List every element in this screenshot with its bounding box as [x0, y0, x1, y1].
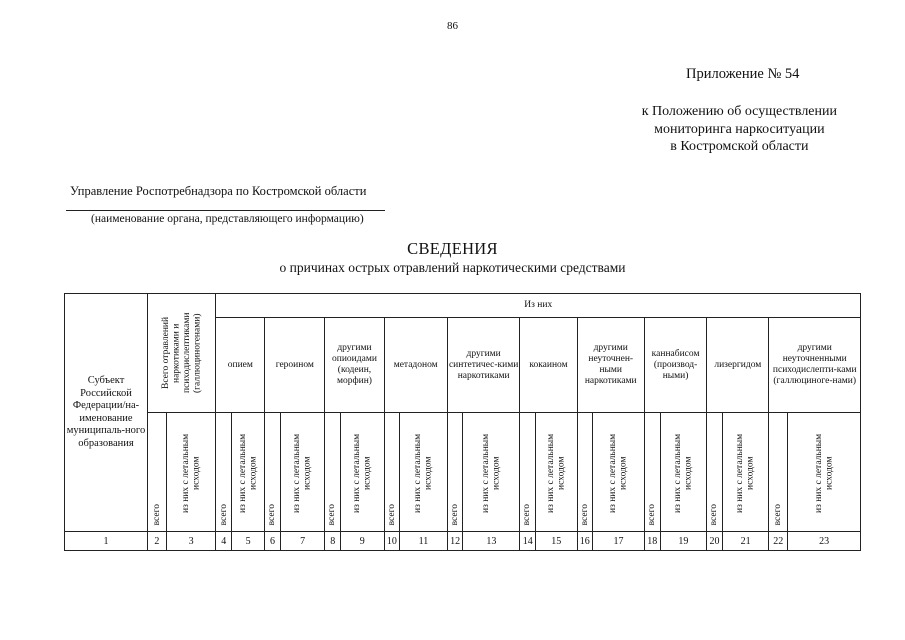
- sub-header-fatal-text: из них с летальным исходом: [412, 433, 434, 513]
- sub-header-all: [325, 413, 341, 532]
- substance-header-methadone: метадоном: [384, 318, 447, 413]
- column-number: 13: [463, 532, 520, 551]
- sub-header-fatal-text: из них с летальным исходом: [545, 433, 567, 513]
- sub-header-fatal-text: из них с летальным исходом: [292, 433, 313, 513]
- column-number: 20: [707, 532, 723, 551]
- sub-header-all: [384, 413, 400, 532]
- sub-header-all-text: всего: [151, 503, 162, 525]
- column-number: 10: [384, 532, 400, 551]
- substance-header-cocaine: кокаином: [520, 318, 577, 413]
- sub-header-all-text: всего: [386, 503, 397, 525]
- sub-header-fatal: [722, 413, 769, 532]
- appendix-reference-line: к Положению об осуществлении: [641, 104, 837, 119]
- total-column-header-text: Всего отравлений наркотиками и психодислептиками (галлюциногенами): [160, 312, 203, 394]
- column-number: 19: [660, 532, 707, 551]
- substance-header-cannabis: каннабисом (производ-ными): [644, 318, 706, 413]
- substance-header-opium: опием: [216, 318, 265, 413]
- organization-underline: [66, 210, 385, 211]
- sub-header-all: [707, 413, 723, 532]
- column-number: 5: [232, 532, 265, 551]
- sub-header-all-text: всего: [646, 503, 657, 525]
- substance-header-other-unspecified: другими неуточнен-ными наркотиками: [577, 318, 644, 413]
- sub-header-all: [577, 413, 593, 532]
- sub-header-fatal-text: из них с летальным исходом: [480, 433, 502, 513]
- sub-header-all: [216, 413, 232, 532]
- poisoning-report-table: [64, 293, 861, 551]
- sub-header-fatal: [660, 413, 707, 532]
- appendix-reference-line: мониторинга наркоситуации: [654, 121, 825, 137]
- column-number: 15: [536, 532, 578, 551]
- sub-header-all-text: всего: [449, 503, 460, 525]
- sub-header-all: [265, 413, 281, 532]
- substance-header-lysergide: лизергидом: [707, 318, 769, 413]
- sub-header-all-text: всего: [218, 503, 229, 525]
- column-number: 8: [325, 532, 341, 551]
- column-number: 21: [722, 532, 769, 551]
- column-number: 9: [340, 532, 384, 551]
- sub-header-fatal: [593, 413, 645, 532]
- sub-header-fatal: [463, 413, 520, 532]
- sub-header-all: [769, 413, 788, 532]
- sub-header-all-text: всего: [267, 503, 278, 525]
- sub-header-fatal: [280, 413, 325, 532]
- sub-header-fatal: [232, 413, 265, 532]
- sub-header-all-text: всего: [327, 503, 338, 525]
- column-number: 11: [400, 532, 448, 551]
- column-number: 6: [265, 532, 281, 551]
- column-number: 3: [166, 532, 216, 551]
- substance-header-other-opioids: другими опиоидами (кодеин, морфин): [325, 318, 384, 413]
- document-title: СВЕДЕНИЯ: [407, 239, 498, 258]
- substance-header-other-synthetic: другими синтетичес-кими наркотиками: [447, 318, 520, 413]
- sub-header-all: [520, 413, 536, 532]
- sub-header-fatal-text: из них с летальным исходом: [813, 433, 835, 513]
- sub-header-fatal-text: из них с летальным исходом: [735, 433, 756, 513]
- sub-header-all-text: всего: [522, 503, 533, 525]
- sub-header-fatal-text: из них с летальным исходом: [351, 433, 373, 513]
- organization-caption: (наименование органа, представляющего информацию): [91, 213, 364, 225]
- sub-header-all-text: всего: [773, 503, 784, 525]
- sub-header-all: [447, 413, 463, 532]
- sub-header-fatal-text: из них с летальным исходом: [608, 433, 629, 513]
- sub-header-fatal: [340, 413, 384, 532]
- organization-name: Управление Роспотребнадзора по Костромской области: [70, 184, 367, 198]
- sub-header-all-text: всего: [579, 503, 590, 525]
- sub-header-fatal: [166, 413, 216, 532]
- total-column-header: [148, 294, 216, 413]
- sub-header-all-text: всего: [709, 503, 720, 525]
- page-number: 86: [447, 20, 458, 32]
- column-number: 18: [644, 532, 660, 551]
- sub-header-fatal-text: из них с летальным исходом: [180, 433, 202, 513]
- substance-header-other-psychodysleptics: другими неуточненными психодислепти-ками (галлюциноге-нами): [769, 318, 861, 413]
- column-number: 14: [520, 532, 536, 551]
- subject-column-header: Субъект Российской Федерации/на-именование муниципаль-ного образования: [65, 294, 148, 532]
- column-number: 17: [593, 532, 645, 551]
- appendix-reference: [642, 103, 837, 156]
- sub-header-all: [644, 413, 660, 532]
- column-number: 16: [577, 532, 593, 551]
- column-number: 1: [65, 532, 148, 551]
- sub-header-all: [148, 413, 167, 532]
- column-number: 23: [788, 532, 861, 551]
- appendix-title: Приложение № 54: [686, 66, 800, 82]
- of-them-header: Из них: [216, 294, 861, 318]
- sub-header-fatal: [400, 413, 448, 532]
- sub-header-fatal-text: из них с летальным исходом: [672, 433, 694, 513]
- document-subtitle: о причинах острых отравлений наркотическими средствами: [279, 260, 626, 275]
- sub-header-fatal: [536, 413, 578, 532]
- column-number: 12: [447, 532, 463, 551]
- column-number: 4: [216, 532, 232, 551]
- column-number: 22: [769, 532, 788, 551]
- substance-header-heroin: героином: [265, 318, 325, 413]
- sub-header-fatal: [788, 413, 861, 532]
- appendix-reference-line: в Костромской области: [670, 139, 809, 154]
- column-number: 7: [280, 532, 325, 551]
- column-number: 2: [148, 532, 167, 551]
- sub-header-fatal-text: из них с летальным исходом: [237, 433, 259, 513]
